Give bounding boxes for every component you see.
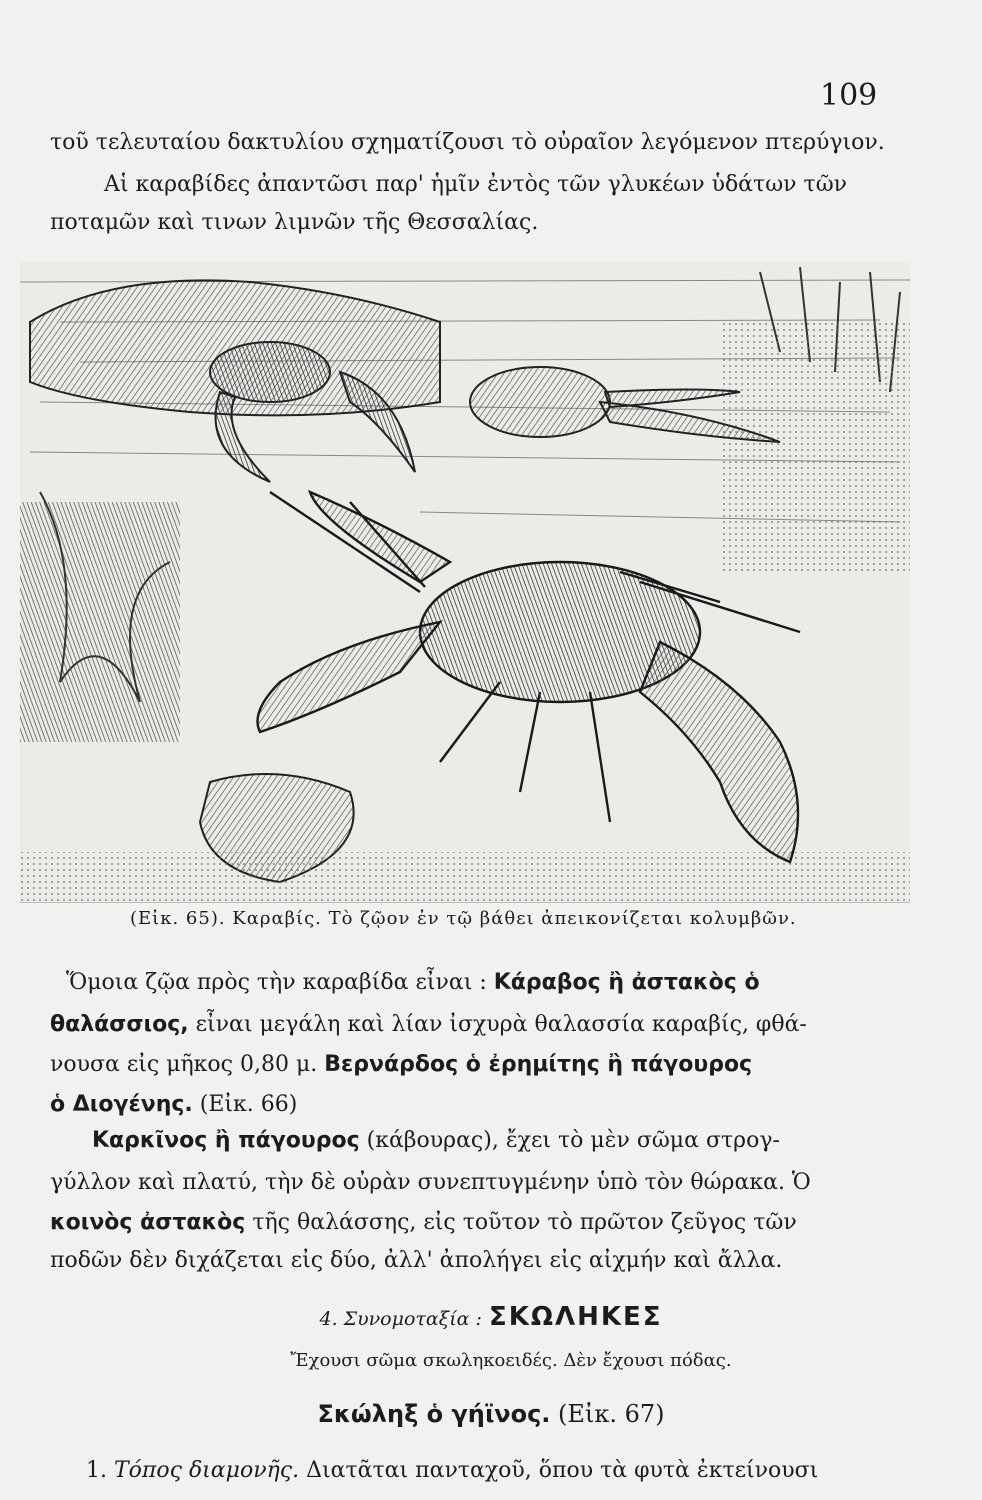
para1-line-2 [50,1012,807,1037]
para1-line-1 [66,970,760,995]
para1-line-3 [50,1052,752,1077]
para2-line-1 [92,1128,780,1153]
subheading-bold: Σκώληξ ὁ γήϊνος. [317,1400,551,1428]
subheading [0,1400,982,1428]
section-title: ΣΚΩΛΗΚΕΣ [488,1302,663,1332]
section-heading [0,1302,982,1332]
item-text: Διατᾶται πανταχοῦ, ὅπου τὰ φυτὰ ἐκτείνουσι [306,1458,819,1483]
para2-line1-text: (κάβουρας), ἔχει τὸ μὲν σῶμα στρογ- [366,1128,780,1153]
para2-line1-bold: Καρκῖνος ἢ πάγουρος [92,1128,360,1153]
para1-line2-text: εἶναι μεγάλη καὶ λίαν ἰσχυρὰ θαλασσία καραβίς, φθά- [195,1012,807,1037]
item-label: Τόπος διαμονῆς. [114,1458,300,1483]
intro-line-1: τοῦ τελευταίου δακτυλίου σχηματίζουσι τὸ οὐραῖον λεγόμενον πτερύγιον. [50,130,885,155]
para1-line1-bold: Κάραβος ἢ ἀστακὸς ὁ [493,970,760,995]
para2-line-4: ποδῶν δὲν διχάζεται εἰς δύο, ἀλλ' ἀπολήγει εἰς αἰχμήν καὶ ἄλλα. [50,1248,783,1273]
para1-line3-text: νουσα εἰς μῆκος 0,80 μ. [50,1052,318,1077]
para2-line3-text: τῆς θαλάσσης, εἰς τοῦτον τὸ πρῶτον ζεῦγος τῶν [252,1210,797,1235]
para1-line1-text: Ὅμοια ζῷα πρὸς τὴν καραβίδα εἶναι : [66,970,487,995]
item-line [86,1458,818,1483]
section-prefix: 4. Συνομοταξία : [319,1308,482,1330]
figure-caption: (Εἰκ. 65). Καραβίς. Τὸ ζῷον ἐν τῷ βάθει ἀπεικονίζεται κολυμβῶν. [130,908,797,929]
para1-line4-bold: ὁ Διογένης. [50,1092,193,1117]
para1-line2-bold: θαλάσσιος, [50,1012,189,1037]
crayfish-illustration [20,262,910,903]
para1-line-4 [50,1092,297,1117]
item-number: 1. [86,1458,107,1483]
para2-line-3 [50,1210,797,1235]
subheading-ref: (Εἰκ. 67) [558,1400,665,1428]
para1-line3-bold: Βερνάρδος ὁ ἐρημίτης ἢ πάγουρος [324,1052,753,1077]
intro-line-2: Αἱ καραβίδες ἀπαντῶσι παρ' ἡμῖν ἐντὸς τῶν γλυκέων ὑδάτων τῶν [104,172,848,197]
para2-line3-bold: κοινὸς ἀστακὸς [50,1210,246,1235]
para1-line4-text: (Εἰκ. 66) [199,1092,298,1117]
page-number: 109 [820,78,878,113]
engraving-drawing [20,262,910,902]
intro-line-3: ποταμῶν καὶ τινων λιμνῶν τῆς Θεσσαλίας. [50,210,539,235]
section-description: Ἔχουσι σῶμα σκωληκοειδές. Δὲν ἔχουσι πόδας. [290,1350,732,1371]
para2-line-2: γύλλον καὶ πλατύ, τὴν δὲ οὐρὰν συνεπτυγμένην ὑπὸ τὸν θώρακα. Ὁ [50,1170,811,1195]
